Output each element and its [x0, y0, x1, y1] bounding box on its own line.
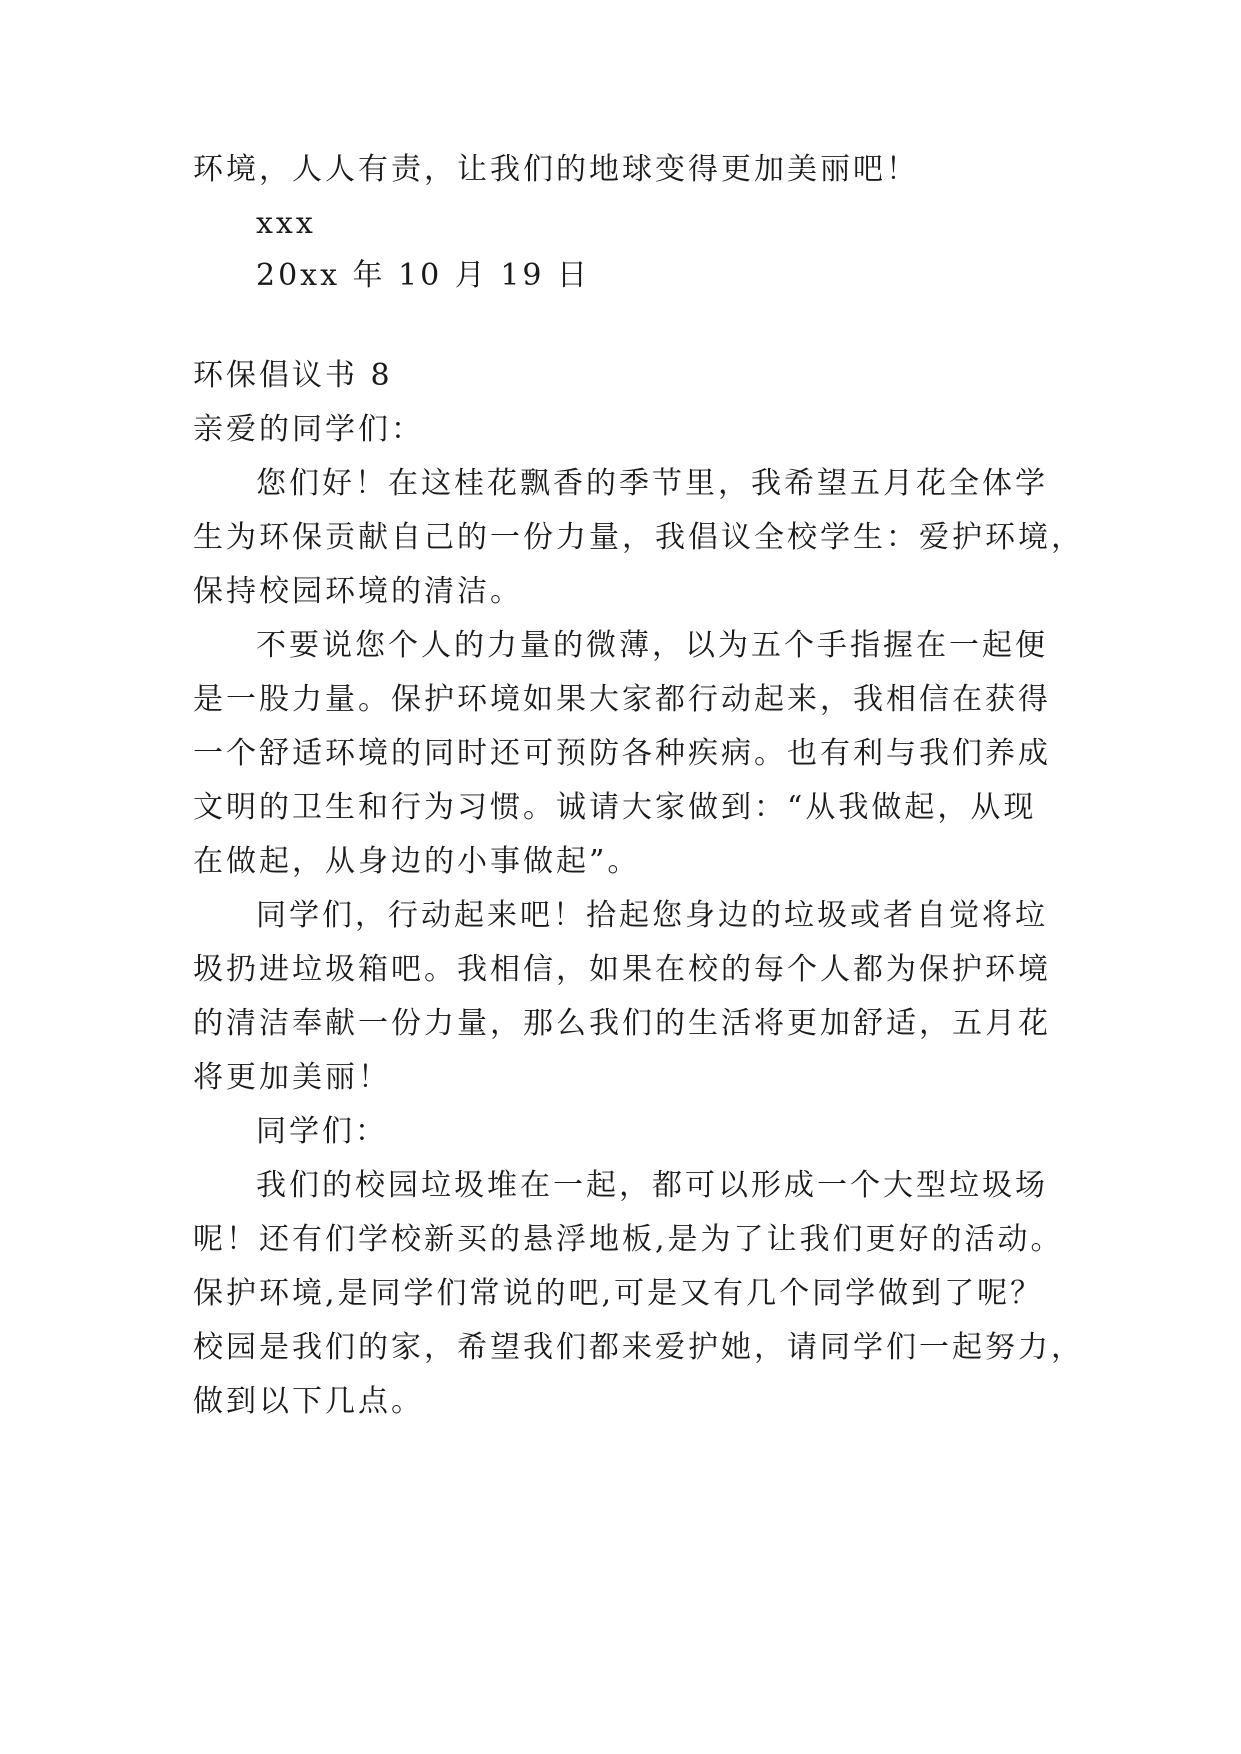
body-line: 文明的卫生和行为习惯。诚请大家做到：“从我做起，从现: [193, 790, 1037, 825]
body-line: 保持校园环境的清洁。: [193, 574, 523, 609]
body-line: 同学们：: [256, 1114, 388, 1149]
body-line: 我们的校园垃圾堆在一起，都可以形成一个大型垃圾场: [256, 1168, 1048, 1203]
body-line: 在做起，从身边的小事做起”。: [193, 844, 641, 879]
body-line: 做到以下几点。: [193, 1384, 424, 1419]
salutation: 亲爱的同学们：: [193, 412, 424, 447]
body-line: 的清洁奉献一份力量，那么我们的生活将更加舒适，五月花: [193, 1006, 1051, 1041]
body-line: 生为环保贡献自己的一份力量，我倡议全校学生：爱护环境，: [193, 520, 1084, 555]
section-title: 环保倡议书 8: [193, 358, 393, 393]
body-line: 不要说您个人的力量的微薄，以为五个手指握在一起便: [256, 628, 1048, 663]
body-line: 您们好！在这桂花飘香的季节里，我希望五月花全体学: [256, 466, 1048, 501]
body-line: 呢！还有们学校新买的悬浮地板,是为了让我们更好的活动。: [193, 1222, 1064, 1257]
body-line: 圾扔进垃圾箱吧。我相信，如果在校的每个人都为保护环境: [193, 952, 1051, 987]
body-line: 是一股力量。保护环境如果大家都行动起来，我相信在获得: [193, 682, 1051, 717]
date: 20xx 年 10 月 19 日: [256, 258, 591, 293]
body-line: 一个舒适环境的同时还可预防各种疾病。也有利与我们养成: [193, 736, 1051, 771]
body-line: 将更加美丽！: [193, 1060, 391, 1095]
body-line: 校园是我们的家，希望我们都来爱护她，请同学们一起努力，: [193, 1330, 1084, 1365]
body-line: 保护环境,是同学们常说的吧,可是又有几个同学做到了呢？: [193, 1276, 1044, 1311]
closing-line: 环境，人人有责，让我们的地球变得更加美丽吧！: [193, 152, 919, 187]
body-line: 同学们，行动起来吧！拾起您身边的垃圾或者自觉将垃: [256, 898, 1048, 933]
signature: xxx: [256, 206, 316, 241]
